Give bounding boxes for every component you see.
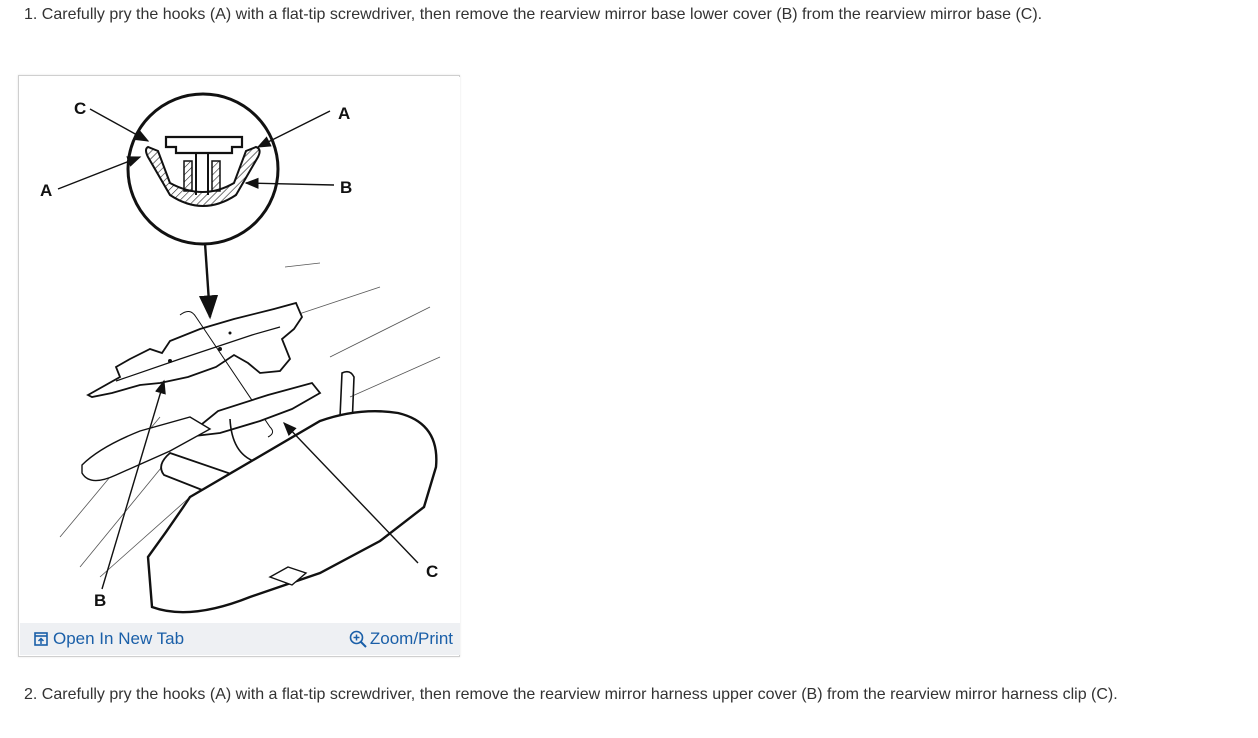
mirror-base-lower-cover xyxy=(88,303,302,397)
zoom-print-link[interactable] xyxy=(349,628,453,650)
step-2-instruction: 2. Carefully pry the hooks (A) with a flat-tip screwdriver, then remove the rearview mirror harness upper cover (B) from the rearview mirror harness clip (C). xyxy=(24,686,1118,703)
open-in-new-tab-label: Open In New Tab xyxy=(53,629,185,648)
mirror-cover-removal-diagram[interactable] xyxy=(20,77,460,625)
figure-card xyxy=(18,75,460,657)
callout-a-left: A xyxy=(40,181,53,200)
figure-toolbar xyxy=(20,623,460,655)
open-in-new-tab-icon xyxy=(34,632,48,646)
zoom-in-icon xyxy=(349,630,367,648)
callout-a-top: A xyxy=(338,104,351,123)
open-in-new-tab-link[interactable] xyxy=(34,628,184,650)
callout-b-right: B xyxy=(340,178,353,197)
callout-c-bottom: C xyxy=(426,562,439,581)
callout-c-top: C xyxy=(74,99,87,118)
detail-magnifier xyxy=(128,94,278,244)
callout-b-bottom: B xyxy=(94,591,107,610)
zoom-print-label: Zoom/Print xyxy=(369,629,453,648)
step-1-instruction: 1. Carefully pry the hooks (A) with a flat-tip screwdriver, then remove the rearview mirror base lower cover (B) from the rearview mirror base (C). xyxy=(24,6,1043,23)
